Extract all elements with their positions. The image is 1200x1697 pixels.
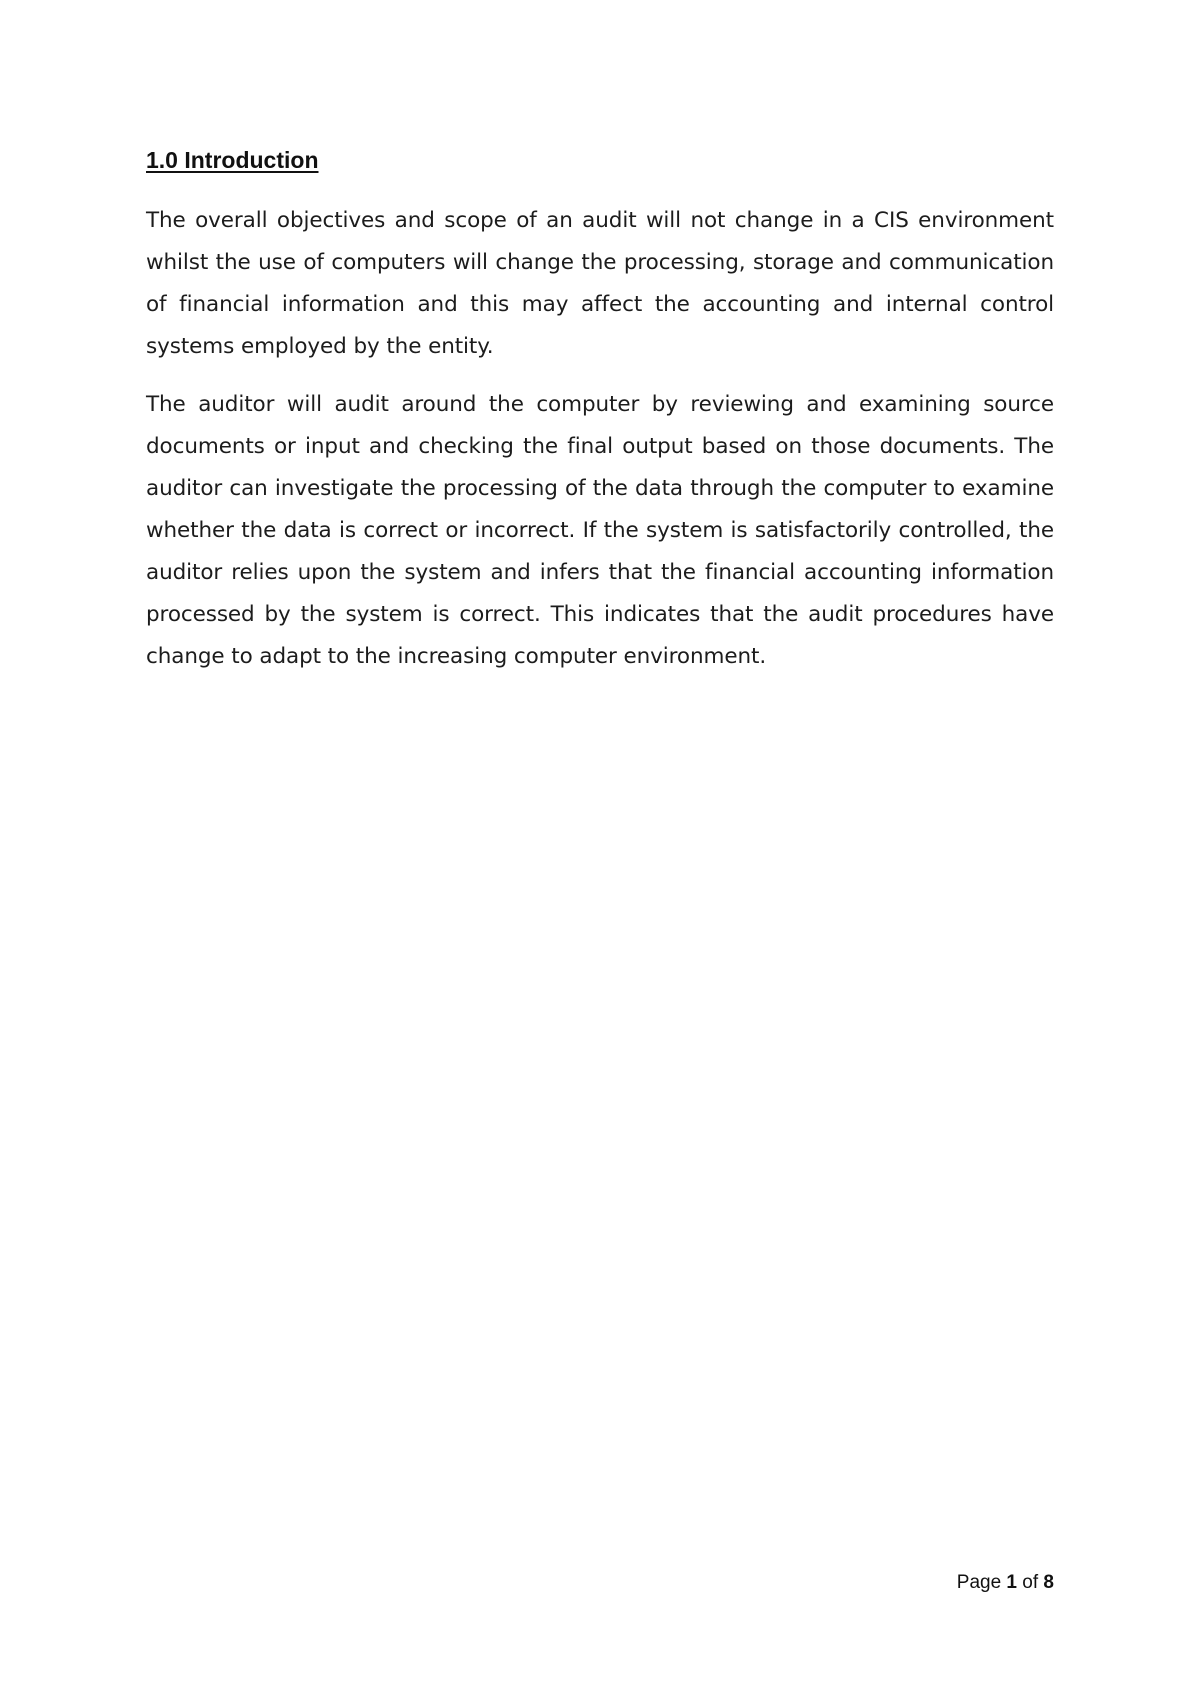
section-heading: 1.0 Introduction	[146, 147, 319, 173]
page-separator: of	[1022, 1572, 1039, 1593]
paragraph-1: The overall objectives and scope of an audit will not change in a CIS environment whilst the use of computers will change the processing, storage and communication of financial information and this may affect the accounting and internal control systems employed by the entity.	[146, 208, 1054, 359]
current-page-number: 1	[1006, 1572, 1017, 1593]
page-label: Page	[956, 1572, 1002, 1593]
page-number-footer	[957, 1572, 1054, 1594]
total-page-count: 8	[1043, 1572, 1054, 1593]
page-body	[146, 140, 1054, 694]
paragraph-2: The auditor will audit around the computer by reviewing and examining source documents or input and checking the final output based on those documents. The auditor can investigate the processing of the data through the computer to examine whether the data is correct or incorrect. If the system is satisfactorily controlled, the auditor relies upon the system and infers that the financial accounting information processed by the system is correct. This indicates that the audit procedures have change to adapt to the increasing computer environment.	[146, 392, 1054, 669]
